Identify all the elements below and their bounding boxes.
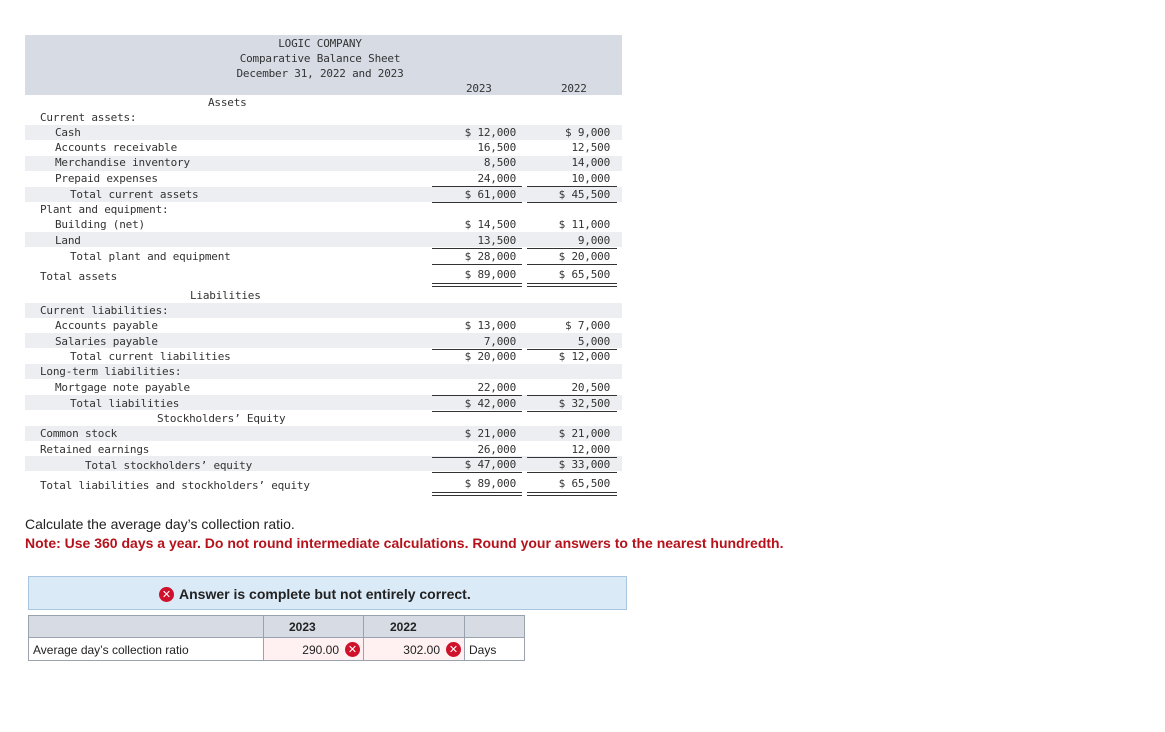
prepaid-2023: 24,000 bbox=[477, 172, 516, 185]
land-2022: 9,000 bbox=[577, 234, 610, 247]
underline bbox=[432, 395, 522, 396]
ar-label: Accounts receivable bbox=[55, 141, 178, 154]
year-2023-header: 2023 bbox=[466, 82, 492, 95]
mortgage-label: Mortgage note payable bbox=[55, 381, 190, 394]
prepaid-label: Prepaid expenses bbox=[55, 172, 158, 185]
salaries-label: Salaries payable bbox=[55, 335, 158, 348]
cash-2023: $ 12,000 bbox=[464, 126, 516, 139]
double-underline bbox=[432, 492, 522, 496]
col-2022-label: 2022 bbox=[390, 620, 417, 634]
assets-heading: Assets bbox=[208, 96, 247, 109]
ar-2022: 12,500 bbox=[571, 141, 610, 154]
x-circle-icon: ✕ bbox=[345, 642, 360, 657]
common-stock-2023: $ 21,000 bbox=[464, 427, 516, 440]
answer-input-2022[interactable] bbox=[363, 637, 465, 661]
col-2023-label: 2023 bbox=[289, 620, 316, 634]
x-circle-icon: ✕ bbox=[159, 587, 174, 602]
prepaid-2022: 10,000 bbox=[571, 172, 610, 185]
total-liab-equity-2023: $ 89,000 bbox=[464, 477, 516, 490]
underline bbox=[527, 264, 617, 265]
total-liabilities-2023: $ 42,000 bbox=[464, 397, 516, 410]
building-2023: $ 14,500 bbox=[464, 218, 516, 231]
inventory-label: Merchandise inventory bbox=[55, 156, 190, 169]
current-liabilities-label: Current liabilities: bbox=[40, 304, 169, 317]
land-label: Land bbox=[55, 234, 81, 247]
x-circle-icon: ✕ bbox=[446, 642, 461, 657]
land-2023: 13,500 bbox=[477, 234, 516, 247]
total-liab-equity-2022: $ 65,500 bbox=[558, 477, 610, 490]
underline bbox=[527, 202, 617, 203]
total-assets-2023: $ 89,000 bbox=[464, 268, 516, 281]
retained-earnings-2023: 26,000 bbox=[477, 443, 516, 456]
total-assets-2022: $ 65,500 bbox=[558, 268, 610, 281]
underline bbox=[432, 264, 522, 265]
total-assets-label: Total assets bbox=[40, 270, 118, 283]
sheet-title: Comparative Balance Sheet bbox=[239, 52, 401, 65]
salaries-2023: 7,000 bbox=[483, 335, 516, 348]
inventory-2022: 14,000 bbox=[571, 156, 610, 169]
total-liabilities-label: Total liabilities bbox=[70, 397, 180, 410]
common-stock-label: Common stock bbox=[40, 427, 118, 440]
building-2022: $ 11,000 bbox=[558, 218, 610, 231]
underline bbox=[527, 472, 617, 473]
underline bbox=[527, 411, 617, 412]
answer-header-unit bbox=[464, 615, 525, 638]
underline bbox=[432, 472, 522, 473]
total-current-liabilities-2022: $ 12,000 bbox=[558, 350, 610, 363]
current-assets-label: Current assets: bbox=[40, 111, 137, 124]
ar-2023: 16,500 bbox=[477, 141, 516, 154]
answer-header-2022 bbox=[363, 615, 465, 638]
total-plant-2023: $ 28,000 bbox=[464, 250, 516, 263]
balance-sheet bbox=[25, 35, 622, 495]
underline bbox=[527, 186, 617, 187]
double-underline bbox=[527, 283, 617, 287]
total-current-assets-label: Total current assets bbox=[70, 188, 199, 201]
total-current-liabilities-label: Total current liabilities bbox=[70, 350, 231, 363]
total-current-assets-2022: $ 45,500 bbox=[558, 188, 610, 201]
company-name: LOGIC COMPANY bbox=[278, 37, 362, 50]
inventory-2023: 8,500 bbox=[483, 156, 516, 169]
underline bbox=[432, 186, 522, 187]
total-equity-2023: $ 47,000 bbox=[464, 458, 516, 471]
answer-value-2023: 290.00 bbox=[302, 643, 339, 657]
double-underline bbox=[527, 492, 617, 496]
underline bbox=[527, 395, 617, 396]
liabilities-heading: Liabilities bbox=[190, 289, 261, 302]
cash-label: Cash bbox=[55, 126, 81, 139]
retained-earnings-2022: 12,000 bbox=[571, 443, 610, 456]
ap-label: Accounts payable bbox=[55, 319, 158, 332]
total-plant-label: Total plant and equipment bbox=[70, 250, 231, 263]
year-2022-header: 2022 bbox=[561, 82, 587, 95]
instruction-note: Note: Use 360 days a year. Do not round intermediate calculations. Round your answers to the nearest hundredth. bbox=[25, 535, 784, 551]
total-equity-label: Total stockholders’ equity bbox=[85, 459, 252, 472]
answer-header-2023 bbox=[263, 615, 364, 638]
total-current-liabilities-2023: $ 20,000 bbox=[464, 350, 516, 363]
total-current-assets-2023: $ 61,000 bbox=[464, 188, 516, 201]
long-term-liabilities-label: Long-term liabilities: bbox=[40, 365, 182, 378]
total-liabilities-2022: $ 32,500 bbox=[558, 397, 610, 410]
ap-2023: $ 13,000 bbox=[464, 319, 516, 332]
double-underline bbox=[432, 283, 522, 287]
answer-row-label: Average day’s collection ratio bbox=[33, 643, 189, 657]
cash-2022: $ 9,000 bbox=[565, 126, 610, 139]
common-stock-2022: $ 21,000 bbox=[558, 427, 610, 440]
answer-status-text: Answer is complete but not entirely correct. bbox=[179, 586, 471, 602]
total-equity-2022: $ 33,000 bbox=[558, 458, 610, 471]
answer-unit-cell bbox=[464, 637, 525, 661]
mortgage-2022: 20,500 bbox=[571, 381, 610, 394]
ap-2022: $ 7,000 bbox=[565, 319, 610, 332]
answer-input-2023[interactable] bbox=[263, 637, 364, 661]
answer-unit: Days bbox=[469, 643, 497, 657]
salaries-2022: 5,000 bbox=[577, 335, 610, 348]
question-text: Calculate the average day’s collection ratio. bbox=[25, 516, 295, 532]
retained-earnings-label: Retained earnings bbox=[40, 443, 150, 456]
total-plant-2022: $ 20,000 bbox=[558, 250, 610, 263]
underline bbox=[432, 411, 522, 412]
underline bbox=[527, 248, 617, 249]
underline bbox=[432, 202, 522, 203]
total-liab-equity-label: Total liabilities and stockholders’ equity bbox=[40, 479, 310, 492]
mortgage-2023: 22,000 bbox=[477, 381, 516, 394]
answer-value-2022: 302.00 bbox=[403, 643, 440, 657]
answer-header-blank bbox=[28, 615, 264, 638]
answer-row-label-cell bbox=[28, 637, 264, 661]
equity-heading: Stockholders’ Equity bbox=[157, 412, 286, 425]
answer-status-banner bbox=[28, 576, 627, 610]
building-label: Building (net) bbox=[55, 218, 145, 231]
underline bbox=[432, 248, 522, 249]
sheet-date: December 31, 2022 and 2023 bbox=[236, 67, 404, 80]
plant-equipment-label: Plant and equipment: bbox=[40, 203, 169, 216]
